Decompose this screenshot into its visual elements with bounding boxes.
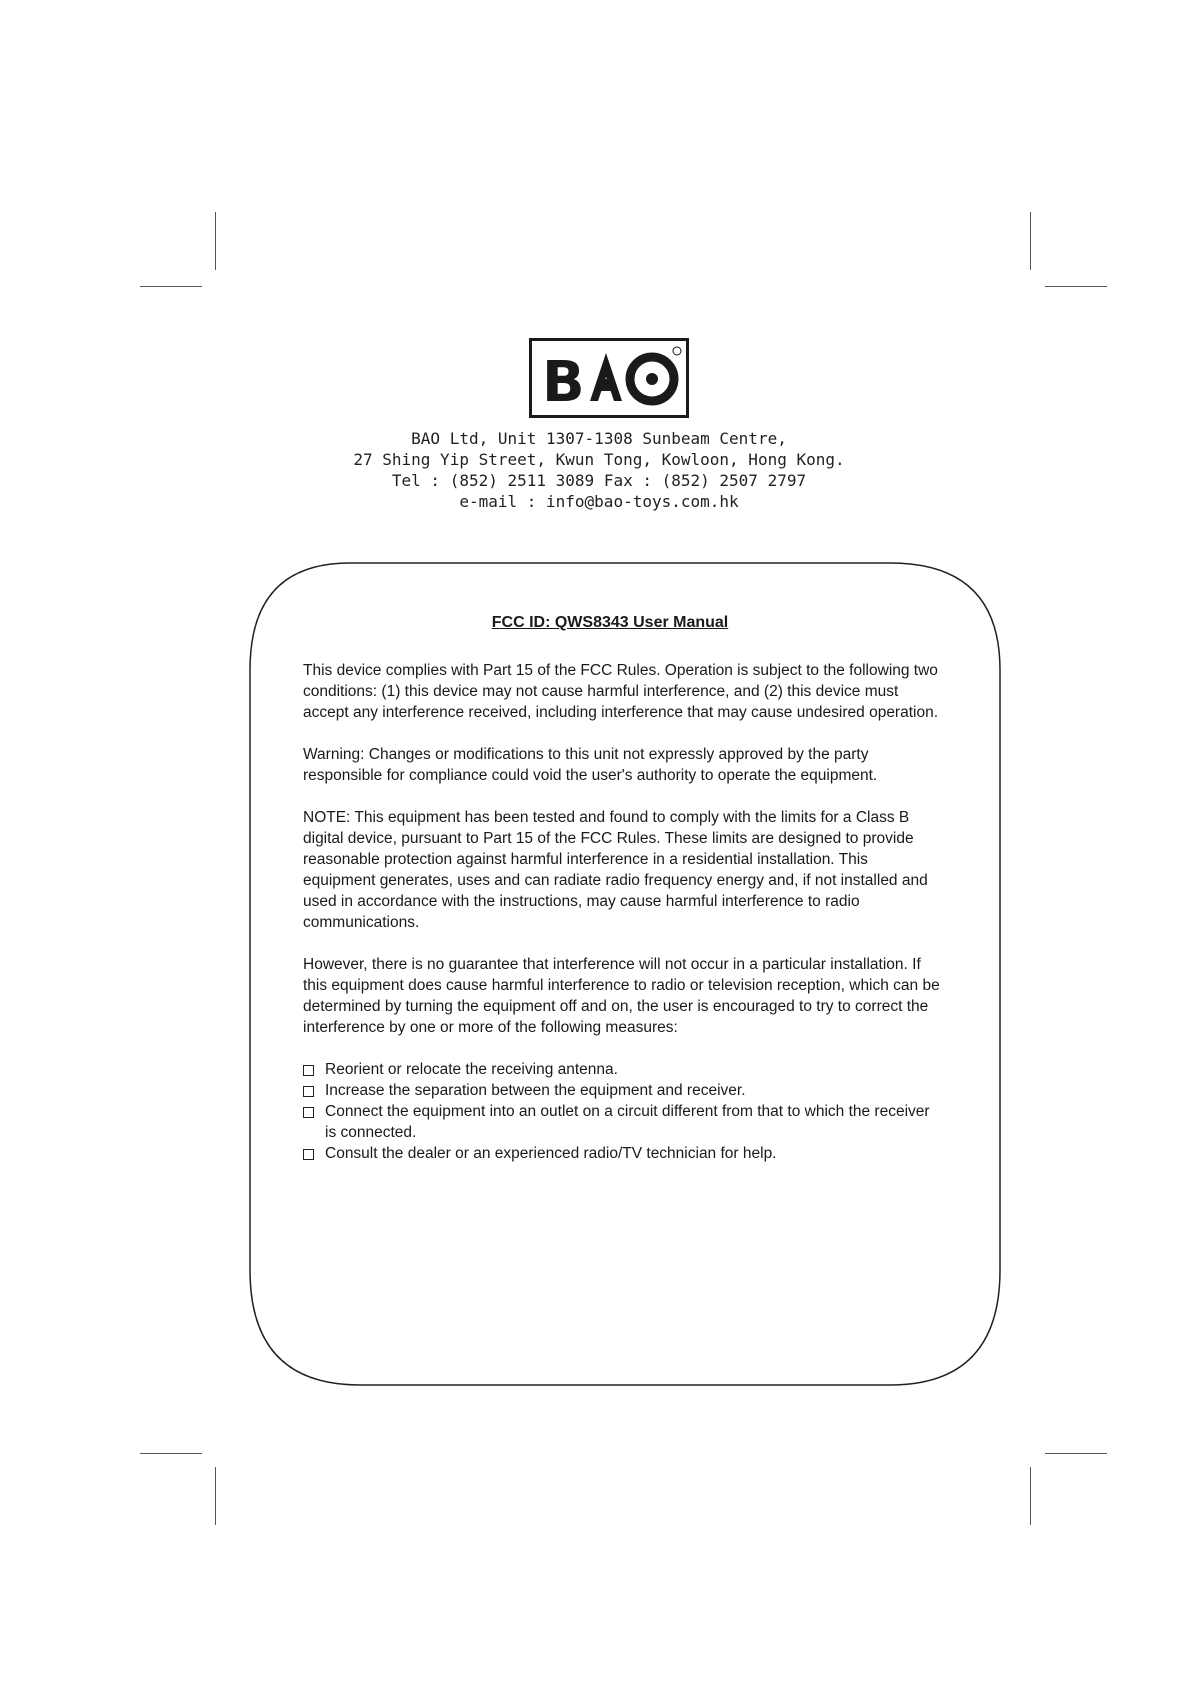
paragraph-note: NOTE: This equipment has been tested and found to comply with the limits for a Class B digital device, pursuant to Part 15 of the FCC Rules. These limits are designed to provide reasonable protection against harmful interference in a residential installation. This equipment generates, uses and can radiate radio frequency energy and, if not installed and used in accordance with the instructions, may cause harmful interference to radio communications.: [303, 809, 928, 931]
checkbox-bullet-icon: [303, 1107, 314, 1118]
manual-body: [303, 660, 943, 1164]
measure-text: Reorient or relocate the receiving antenna.: [325, 1061, 618, 1078]
measure-text: Increase the separation between the equipment and receiver.: [325, 1082, 746, 1099]
paragraph-guarantee: However, there is no guarantee that interference will not occur in a particular installation. If this equipment does cause harmful interference to radio or television reception, which can be determined by turning the equipment off and on, the user is encouraged to try to correct the interference by one or more of the following measures:: [303, 956, 940, 1036]
address-line-2: 27 Shing Yip Street, Kwun Tong, Kowloon, Hong Kong.: [353, 450, 845, 469]
list-item: [303, 1059, 943, 1080]
address-line-3: Tel : (852) 2511 3089 Fax : (852) 2507 2797: [391, 471, 807, 490]
checkbox-bullet-icon: [303, 1065, 314, 1076]
measure-text: Connect the equipment into an outlet on a circuit different from that to which the receiver is connected.: [325, 1103, 930, 1141]
list-item: [303, 1101, 943, 1143]
address-line-1: BAO Ltd, Unit 1307-1308 Sunbeam Centre,: [411, 429, 787, 448]
list-item: [303, 1080, 943, 1101]
address-line-4: e-mail : info@bao-toys.com.hk: [459, 492, 739, 511]
checkbox-bullet-icon: [303, 1149, 314, 1160]
paragraph-warning: Warning: Changes or modifications to this unit not expressly approved by the party responsible for compliance could void the user's authority to operate the equipment.: [303, 746, 878, 784]
paragraph-compliance: This device complies with Part 15 of the FCC Rules. Operation is subject to the following two conditions: (1) this device may not cause harmful interference, and (2) this device must accept any interference received, including interference that may cause undesired operation.: [303, 662, 939, 721]
manual-title: FCC ID: QWS8343 User Manual: [491, 614, 729, 631]
logo-letter-b: B: [542, 350, 585, 413]
measures-list: [303, 1059, 943, 1164]
checkbox-bullet-icon: [303, 1086, 314, 1097]
measure-text: Consult the dealer or an experienced radio/TV technician for help.: [325, 1145, 777, 1162]
list-item: [303, 1143, 943, 1164]
